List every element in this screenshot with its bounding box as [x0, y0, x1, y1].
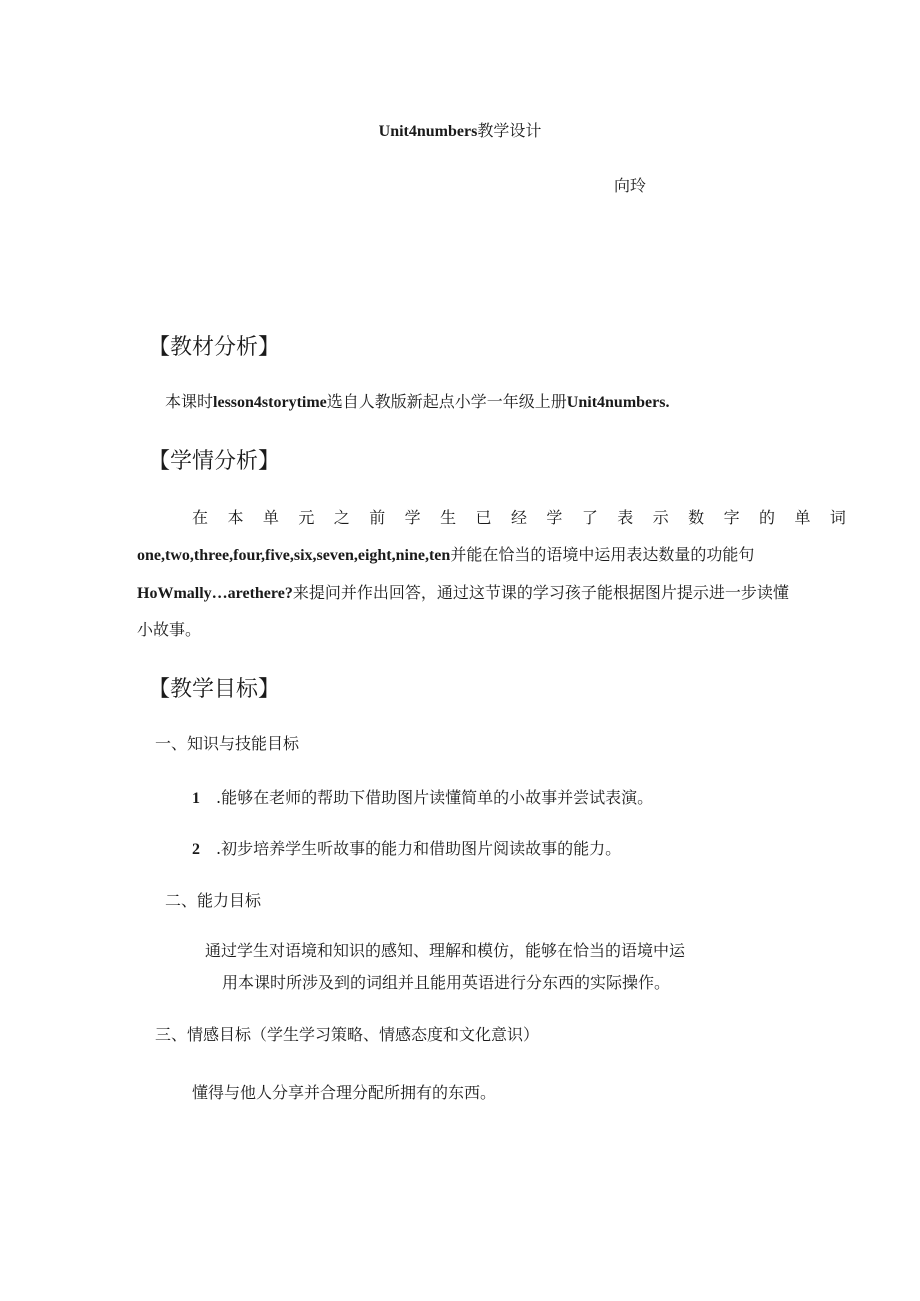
- goal-ability-heading: 二、能力目标: [165, 891, 262, 910]
- emotion-text: 懂得与他人分享并合理分配所拥有的东西。: [192, 1083, 497, 1102]
- student-analysis-line1: [192, 505, 846, 528]
- char: 表: [617, 508, 634, 527]
- char: 的: [759, 508, 776, 527]
- char: 经: [510, 508, 527, 527]
- question-phrase: HoWmally…arethere?: [137, 585, 293, 602]
- char: 元: [298, 508, 315, 527]
- char: 之: [333, 508, 350, 527]
- char: 生: [440, 508, 457, 527]
- char: 了: [581, 508, 598, 527]
- char: 前: [369, 508, 386, 527]
- student-analysis-line3-text: 来提问并作出回答，通过这节课的学习孩子能根据图片提示进一步读懂: [292, 583, 789, 602]
- material-text-mid: 选自人教版新起点小学一年级上册: [326, 392, 567, 411]
- char: 字: [723, 508, 740, 527]
- char: 单: [262, 508, 279, 527]
- char: 本: [227, 508, 244, 527]
- heading-material-analysis: 【教材分析】: [148, 335, 281, 360]
- goal-item-1-text: .能够在老师的帮助下借助图片读懂简单的小故事并尝试表演。: [216, 788, 654, 807]
- goal-item-2: [192, 836, 621, 859]
- title-chinese: 教学设计: [477, 121, 542, 140]
- goal-item-1-number: 1: [192, 790, 200, 807]
- char: 在: [192, 508, 209, 527]
- char: 示: [652, 508, 669, 527]
- ability-text-line2: 用本课时所涉及到的词组并且能用英语进行分东西的实际操作。: [222, 973, 671, 992]
- material-lesson-name: lesson4storytime: [213, 394, 327, 411]
- student-analysis-line2-text: 并能在恰当的语境中运用表达数量的功能句: [450, 545, 755, 564]
- goal-emotion-heading: 三、情感目标（学生学习策略、情感态度和文化意识）: [155, 1025, 540, 1044]
- author-name: 向玲: [614, 176, 647, 195]
- char: 已: [475, 508, 492, 527]
- goal-item-2-text: .初步培养学生听故事的能力和借助图片阅读故事的能力。: [216, 839, 622, 858]
- goal-item-1: [192, 785, 653, 808]
- material-analysis-text: [165, 389, 669, 412]
- student-analysis-line4: 小故事。: [137, 620, 202, 639]
- char: 词: [829, 508, 846, 527]
- char: 单: [794, 508, 811, 527]
- char: 学: [546, 508, 563, 527]
- ability-text-line1: 通过学生对语境和知识的感知、理解和模仿，能够在恰当的语境中运: [205, 941, 686, 960]
- title-english: Unit4numbers: [378, 123, 478, 140]
- material-unit-name: Unit4numbers.: [566, 394, 670, 411]
- student-analysis-line2: [137, 542, 754, 565]
- number-words: one,two,three,four,five,six,seven,eight,nine,ten: [137, 547, 451, 564]
- char: 数: [688, 508, 705, 527]
- material-text-pre: 本课时: [165, 392, 214, 411]
- goal-knowledge-skills-heading: 一、知识与技能目标: [155, 734, 300, 753]
- heading-teaching-goals: 【教学目标】: [148, 677, 281, 702]
- char: 学: [404, 508, 421, 527]
- document-title: [0, 118, 920, 141]
- student-analysis-line3: [137, 580, 789, 603]
- heading-student-analysis: 【学情分析】: [148, 449, 281, 474]
- goal-item-2-number: 2: [192, 841, 200, 858]
